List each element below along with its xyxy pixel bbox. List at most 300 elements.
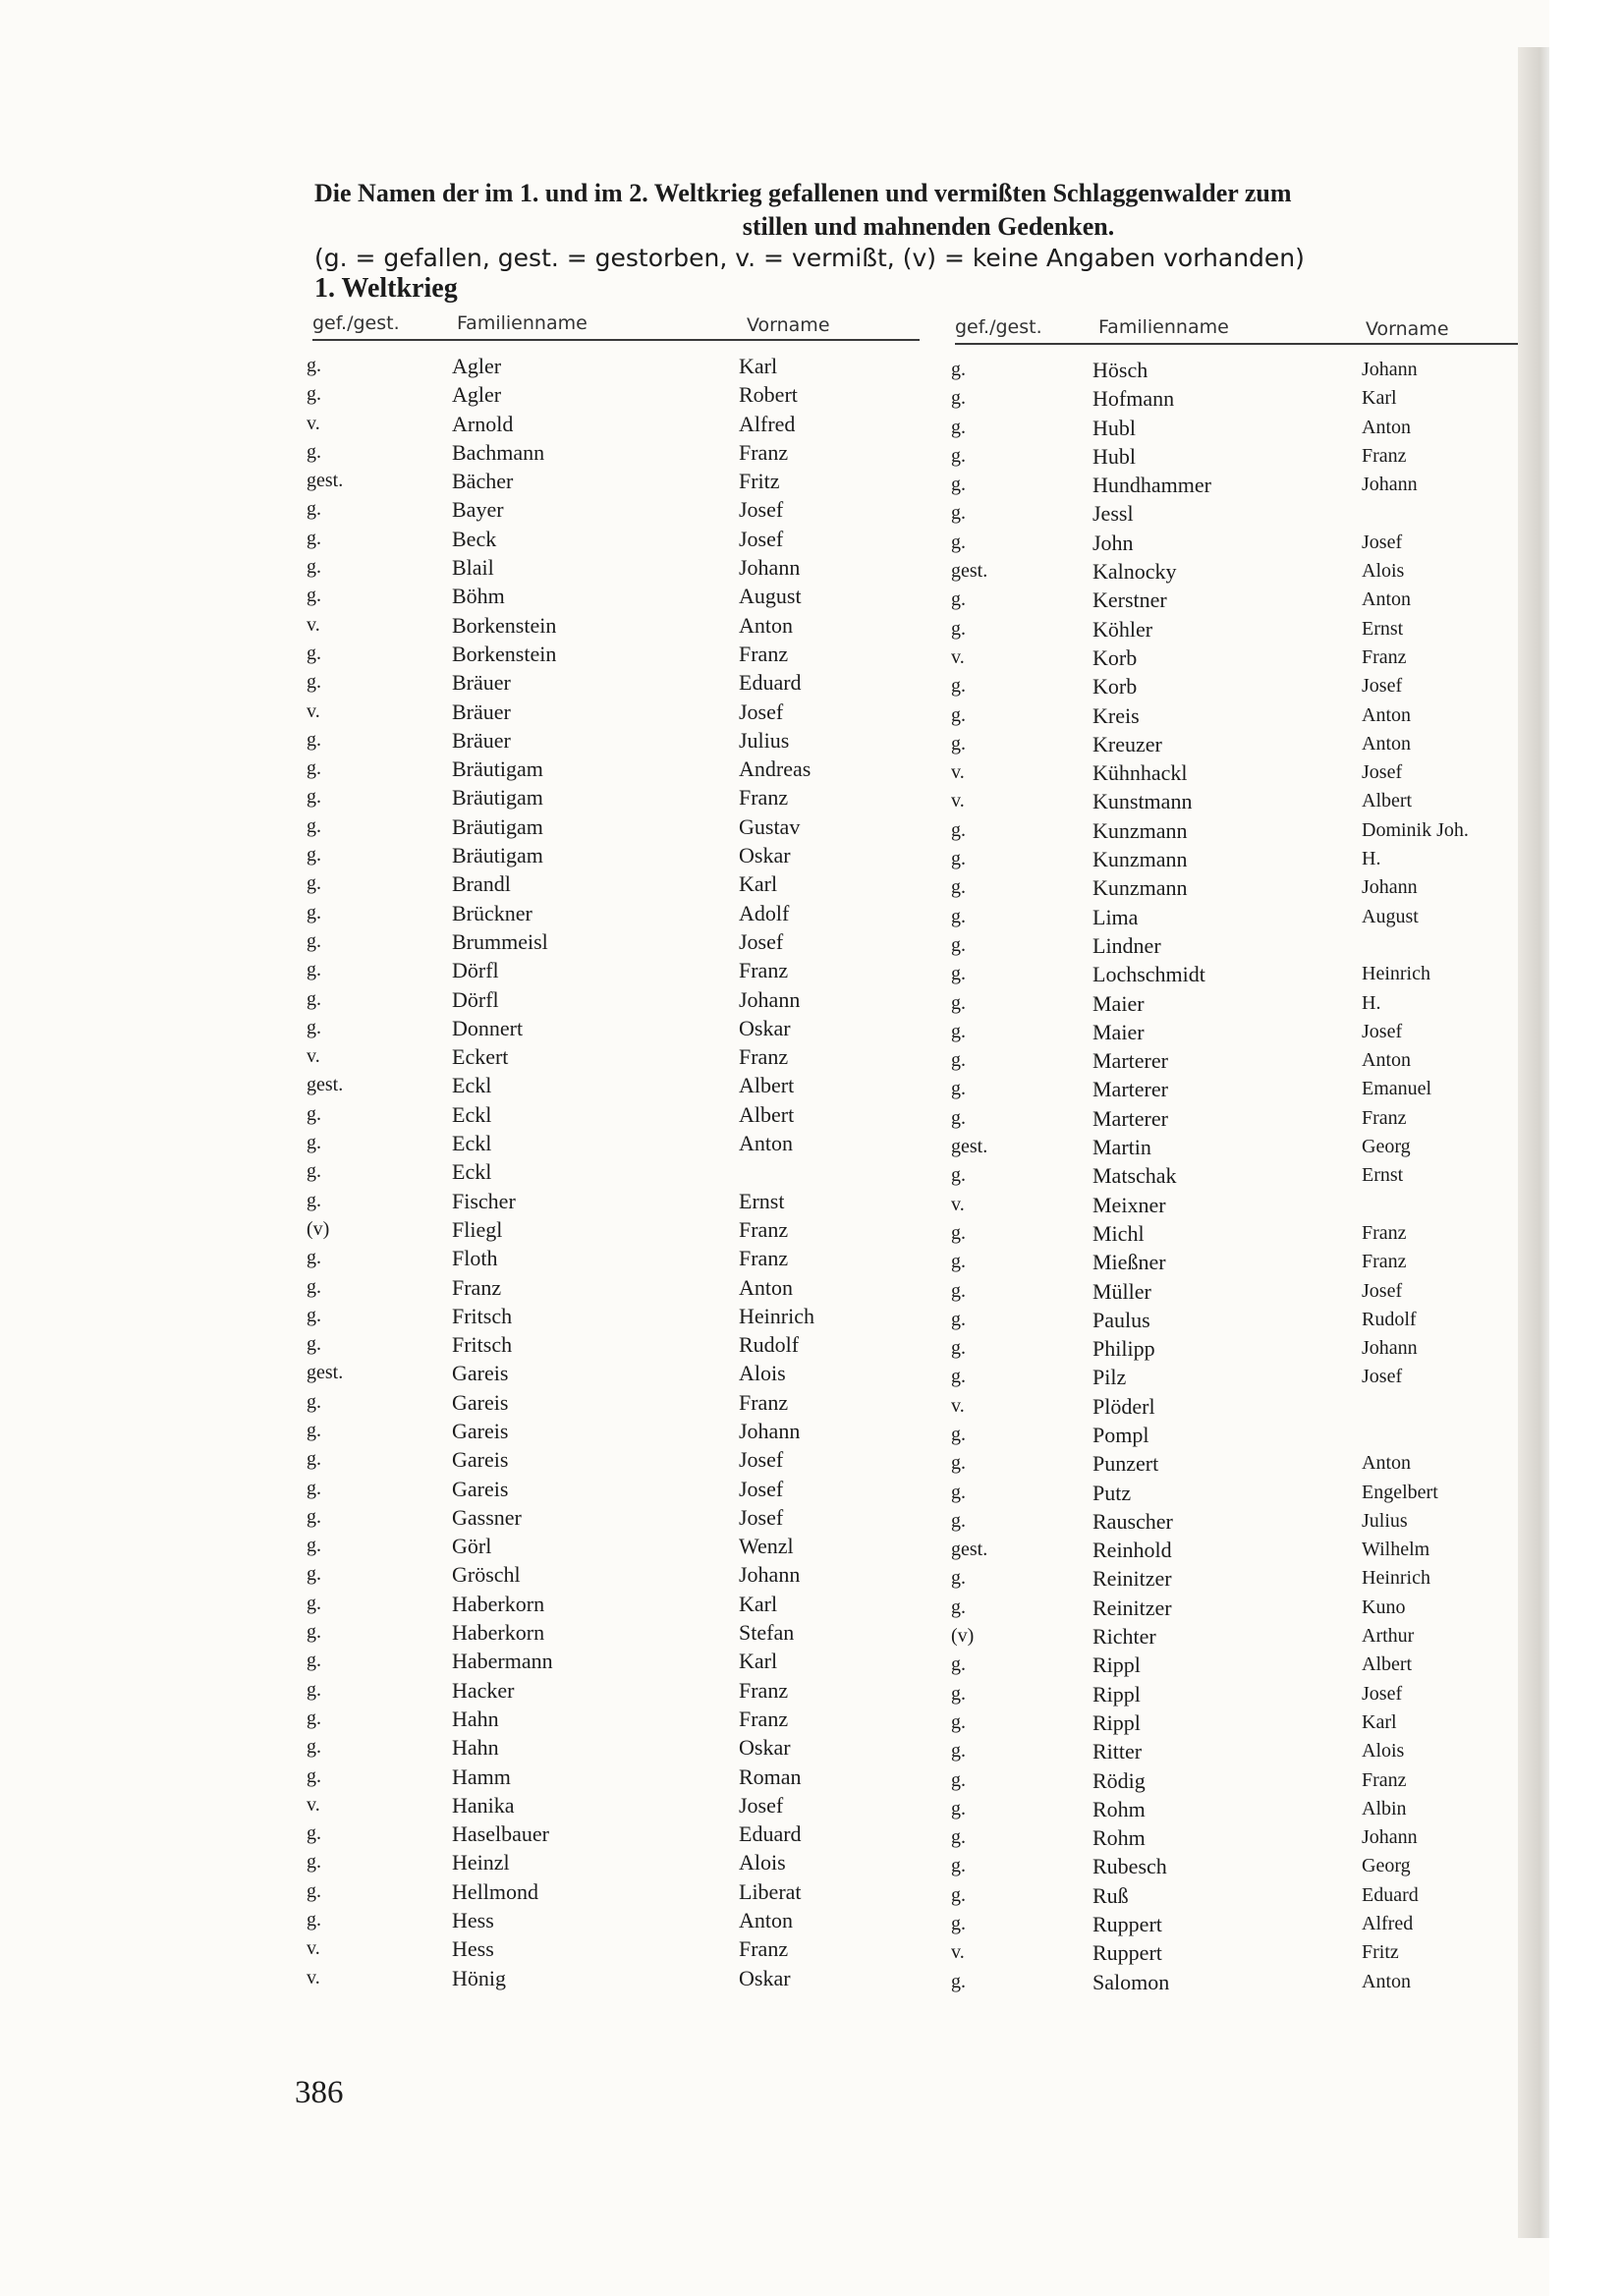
firstname-cell: Josef <box>739 497 784 523</box>
header-surname: Familienname <box>457 312 588 334</box>
firstname-cell: August <box>739 584 802 609</box>
status-cell: g. <box>951 359 966 380</box>
status-cell: g. <box>307 1333 321 1356</box>
surname-cell: Gröschl <box>452 1562 521 1588</box>
surname-cell: Böhm <box>452 584 505 609</box>
status-cell: g. <box>951 1366 966 1388</box>
surname-cell: Hösch <box>1092 358 1148 382</box>
surname-cell: Rödig <box>1092 1767 1146 1793</box>
status-cell: g. <box>951 1509 966 1532</box>
firstname-cell: Johann <box>1362 474 1418 496</box>
surname-cell: Gareis <box>452 1389 509 1415</box>
firstname-cell: Ernst <box>1362 617 1404 640</box>
status-cell: g. <box>951 1452 966 1475</box>
surname-cell: Hacker <box>452 1677 515 1703</box>
firstname-cell: Franz <box>1362 1106 1407 1129</box>
firstname-cell: Liberat <box>739 1878 802 1904</box>
firstname-cell: Franz <box>739 641 789 666</box>
firstname-cell: Franz <box>1362 444 1407 467</box>
status-cell: g. <box>951 1567 966 1590</box>
surname-cell: Rohm <box>1092 1796 1146 1821</box>
firstname-cell: Josef <box>739 1504 784 1530</box>
firstname-cell: Franz <box>739 1389 789 1415</box>
surname-cell: Marterer <box>1092 1048 1168 1074</box>
surname-cell: Franz <box>452 1274 502 1300</box>
surname-cell: John <box>1092 530 1134 555</box>
firstname-cell: Anton <box>1362 416 1411 438</box>
status-cell: v. <box>951 645 965 668</box>
surname-cell: Salomon <box>1092 1969 1170 1994</box>
firstname-cell: Wilhelm <box>1362 1539 1430 1561</box>
firstname-cell: Engelbert <box>1362 1481 1438 1503</box>
status-cell: g. <box>307 1736 321 1759</box>
surname-cell: Bräuer <box>452 670 511 696</box>
surname-cell: Brückner <box>452 900 532 925</box>
surname-cell: Putz <box>1092 1480 1132 1505</box>
status-cell: g. <box>307 814 321 837</box>
firstname-cell: Albin <box>1362 1797 1407 1820</box>
page-title <box>314 177 1542 244</box>
status-cell: g. <box>951 531 966 553</box>
surname-cell: Hamm <box>452 1764 511 1789</box>
surname-cell: Lindner <box>1092 932 1161 958</box>
surname-cell: Müller <box>1092 1278 1151 1304</box>
surname-cell: Gassner <box>452 1504 522 1530</box>
status-cell: g. <box>951 675 966 698</box>
header-status: gef./gest. <box>955 316 1042 338</box>
surname-cell: Brummeisl <box>452 928 548 954</box>
status-cell: g. <box>307 1390 321 1413</box>
surname-cell: Bräutigam <box>452 813 543 839</box>
firstname-cell: Franz <box>739 785 789 811</box>
surname-cell: Bayer <box>452 497 504 523</box>
status-cell: gest. <box>951 560 988 583</box>
firstname-cell: Ernst <box>1362 1164 1404 1187</box>
header-status: gef./gest. <box>312 312 400 334</box>
firstname-cell: Eduard <box>739 670 802 696</box>
firstname-cell: Albert <box>1362 790 1413 812</box>
surname-cell: Borkenstein <box>452 612 557 638</box>
firstname-cell: Karl <box>1362 1710 1397 1733</box>
firstname-cell: Anton <box>1362 588 1411 611</box>
surname-cell: Hahn <box>452 1706 499 1731</box>
page-shadow <box>1518 47 1549 2238</box>
abbreviation-legend: (g. = gefallen, gest. = gestorben, v. = vermißt, (v) = keine Angaben vorhanden) <box>314 244 1305 272</box>
firstname-cell: Anton <box>1362 1049 1411 1072</box>
firstname-cell: Josef <box>739 1447 784 1473</box>
status-cell: g. <box>307 1650 321 1672</box>
status-cell: g. <box>951 416 966 438</box>
status-cell: g. <box>307 929 321 952</box>
surname-cell: Lochschmidt <box>1092 962 1205 987</box>
firstname-cell: Franz <box>739 1246 789 1271</box>
status-cell: v. <box>307 412 320 434</box>
status-cell: g. <box>307 1132 321 1154</box>
firstname-cell: Anton <box>739 1131 793 1156</box>
surname-cell: Meixner <box>1092 1192 1166 1217</box>
status-cell: gest. <box>307 1074 344 1096</box>
surname-cell: Reinitzer <box>1092 1595 1172 1620</box>
surname-cell: Bräuer <box>452 727 511 753</box>
firstname-cell: Oskar <box>739 1015 791 1040</box>
status-cell: g. <box>307 1764 321 1787</box>
status-cell: g. <box>307 757 321 780</box>
surname-cell: Haselbauer <box>452 1821 549 1847</box>
status-cell: g. <box>307 1160 321 1183</box>
header-firstname: Vorname <box>747 314 830 336</box>
header-firstname: Vorname <box>1366 318 1449 340</box>
surname-cell: Eckert <box>452 1044 509 1070</box>
surname-cell: Eckl <box>452 1131 492 1156</box>
status-cell: g. <box>951 387 966 410</box>
firstname-cell: Oskar <box>739 843 791 868</box>
firstname-cell: Albert <box>739 1073 795 1098</box>
status-cell: g. <box>307 556 321 579</box>
firstname-cell: Alois <box>739 1361 786 1386</box>
firstname-cell: Heinrich <box>739 1303 814 1328</box>
status-cell: g. <box>307 1102 321 1125</box>
firstname-cell: Stefan <box>739 1620 795 1646</box>
status-cell: g. <box>951 1279 966 1302</box>
status-cell: g. <box>951 588 966 611</box>
firstname-cell: Kuno <box>1362 1596 1406 1618</box>
firstname-cell: August <box>1362 905 1419 927</box>
status-cell: v. <box>951 1394 965 1417</box>
status-cell: g. <box>951 1855 966 1877</box>
surname-cell: Kunzmann <box>1092 847 1188 872</box>
status-cell: g. <box>951 1221 966 1244</box>
firstname-cell: Heinrich <box>1362 963 1430 985</box>
status-cell: g. <box>307 1448 321 1471</box>
firstname-cell: Andreas <box>739 756 812 782</box>
firstname-cell: Franz <box>1362 645 1407 668</box>
status-cell: v. <box>951 790 965 812</box>
firstname-cell: Josef <box>739 526 784 551</box>
status-cell: g. <box>951 1740 966 1763</box>
status-cell: g. <box>951 1710 966 1733</box>
surname-cell: Dörfl <box>452 986 499 1012</box>
firstname-cell: Johann <box>739 986 801 1012</box>
firstname-cell: Wenzl <box>739 1534 794 1559</box>
surname-cell: Eckl <box>452 1159 492 1185</box>
firstname-cell: Johann <box>739 1562 801 1588</box>
firstname-cell: Robert <box>739 382 798 408</box>
firstname-cell: Karl <box>739 354 778 378</box>
surname-cell: Hellmond <box>452 1878 538 1904</box>
surname-cell: Rauscher <box>1092 1508 1173 1534</box>
status-cell: g. <box>951 703 966 726</box>
status-cell: g. <box>307 355 321 376</box>
status-cell: g. <box>307 383 321 406</box>
status-cell: v. <box>307 613 320 636</box>
firstname-cell: Josef <box>1362 1020 1403 1042</box>
firstname-cell: Heinrich <box>1362 1567 1430 1590</box>
firstname-cell: Anton <box>1362 732 1411 755</box>
status-cell: g. <box>307 728 321 751</box>
firstname-cell: Oskar <box>739 1965 791 1990</box>
firstname-cell: Fritz <box>739 469 780 494</box>
surname-cell: Köhler <box>1092 616 1153 642</box>
firstname-cell: Josef <box>1362 531 1403 553</box>
surname-cell: Kreis <box>1092 702 1140 728</box>
status-cell: g. <box>307 1419 321 1441</box>
surname-cell: Rubesch <box>1092 1854 1167 1879</box>
surname-cell: Haberkorn <box>452 1591 545 1616</box>
firstname-cell: Josef <box>1362 1279 1403 1302</box>
firstname-cell: Josef <box>739 699 784 724</box>
firstname-cell: Roman <box>739 1764 802 1789</box>
surname-cell: Rohm <box>1092 1825 1146 1851</box>
status-cell: g. <box>951 1049 966 1072</box>
status-cell: g. <box>951 1078 966 1100</box>
surname-cell: Hess <box>452 1936 494 1962</box>
surname-cell: Arnold <box>452 411 514 436</box>
firstname-cell: Dominik Joh. <box>1362 818 1469 841</box>
surname-cell: Matschak <box>1092 1163 1177 1189</box>
firstname-cell: H. <box>1362 848 1381 870</box>
firstname-cell: Georg <box>1362 1136 1411 1158</box>
surname-cell: Hönig <box>452 1965 506 1990</box>
status-cell: g. <box>951 963 966 985</box>
surname-cell: Hundhammer <box>1092 473 1211 498</box>
status-cell: g. <box>307 1275 321 1298</box>
surname-cell: Philipp <box>1092 1336 1155 1362</box>
status-cell: g. <box>951 732 966 755</box>
surname-cell: Pompl <box>1092 1422 1149 1447</box>
firstname-cell: Alois <box>1362 1740 1405 1763</box>
surname-cell: Lima <box>1092 904 1139 929</box>
firstname-cell: Franz <box>739 1936 789 1962</box>
firstname-cell: Julius <box>739 727 790 753</box>
firstname-cell: Johann <box>1362 1826 1418 1849</box>
surname-cell: Reinitzer <box>1092 1566 1172 1592</box>
surname-cell: Gareis <box>452 1447 509 1473</box>
status-cell: gest. <box>951 1539 988 1561</box>
status-cell: g. <box>951 933 966 956</box>
firstname-cell: Johann <box>1362 359 1418 380</box>
status-cell: g. <box>307 987 321 1010</box>
status-cell: g. <box>307 671 321 694</box>
surname-cell: Ruß <box>1092 1882 1129 1908</box>
firstname-cell: Fritz <box>1362 1941 1399 1964</box>
firstname-cell: Anton <box>739 612 793 638</box>
status-cell: g. <box>307 642 321 664</box>
surname-cell: Fritsch <box>452 1303 513 1328</box>
surname-cell: Rippl <box>1092 1681 1141 1707</box>
surname-cell: Hubl <box>1092 415 1136 440</box>
firstname-cell: Josef <box>1362 675 1403 698</box>
surname-cell: Hanika <box>452 1792 515 1818</box>
surname-cell: Michl <box>1092 1220 1145 1246</box>
firstname-cell: Franz <box>1362 1221 1407 1244</box>
surname-cell: Richter <box>1092 1624 1156 1650</box>
status-cell: g. <box>951 1020 966 1042</box>
surname-cell: Görl <box>452 1534 492 1559</box>
status-cell: g. <box>951 876 966 899</box>
status-cell: g. <box>951 1826 966 1849</box>
status-cell: gest. <box>307 1362 344 1384</box>
status-cell: v. <box>951 1941 965 1964</box>
firstname-cell: Albert <box>1362 1653 1413 1676</box>
status-cell: g. <box>307 1592 321 1614</box>
status-cell: g. <box>307 585 321 607</box>
status-cell: g. <box>307 786 321 809</box>
firstname-cell: Alois <box>1362 560 1405 583</box>
status-cell: g. <box>951 1682 966 1705</box>
status-cell: g. <box>951 444 966 467</box>
surname-cell: Bräutigam <box>452 785 543 811</box>
surname-cell: Martin <box>1092 1135 1151 1160</box>
status-cell: v. <box>951 761 965 784</box>
status-cell: g. <box>951 905 966 927</box>
surname-cell: Kunzmann <box>1092 817 1188 843</box>
surname-cell: Beck <box>452 526 497 551</box>
firstname-cell: Karl <box>739 1649 778 1674</box>
status-cell: g. <box>951 1653 966 1676</box>
firstname-cell: Adolf <box>739 900 790 925</box>
status-cell: g. <box>307 1535 321 1557</box>
status-cell: g. <box>307 1822 321 1845</box>
status-cell: v. <box>307 700 320 722</box>
title-line-2: stillen und mahnenden Gedenken. <box>742 212 1115 241</box>
firstname-cell: Josef <box>1362 1366 1403 1388</box>
firstname-cell: Josef <box>739 1476 784 1501</box>
firstname-cell: Johann <box>1362 876 1418 899</box>
status-cell: g. <box>307 872 321 895</box>
status-cell: g. <box>307 1304 321 1326</box>
status-cell: g. <box>307 1189 321 1211</box>
status-cell: g. <box>307 901 321 924</box>
firstname-cell: Emanuel <box>1362 1078 1432 1100</box>
surname-cell: Agler <box>452 354 502 378</box>
firstname-cell: Oskar <box>739 1735 791 1761</box>
firstname-cell: Georg <box>1362 1855 1411 1877</box>
surname-cell: Rippl <box>1092 1652 1141 1678</box>
surname-cell: Bräutigam <box>452 756 543 782</box>
surname-cell: Fischer <box>452 1188 516 1213</box>
status-cell: v. <box>307 1966 320 1988</box>
firstname-cell: Rudolf <box>739 1332 800 1358</box>
firstname-cell: Franz <box>739 439 789 465</box>
surname-cell: Donnert <box>452 1015 524 1040</box>
status-cell: gest. <box>951 1136 988 1158</box>
firstname-cell: Gustav <box>739 813 801 839</box>
surname-cell: Ritter <box>1092 1739 1143 1764</box>
surname-cell: Punzert <box>1092 1451 1159 1477</box>
surname-cell: Fliegl <box>452 1216 503 1242</box>
surname-cell: Paulus <box>1092 1307 1150 1332</box>
status-cell: g. <box>951 1164 966 1187</box>
surname-cell: Habermann <box>452 1649 553 1674</box>
surname-cell: Hubl <box>1092 443 1136 469</box>
surname-cell: Kühnhackl <box>1092 760 1188 786</box>
status-cell: g. <box>307 1879 321 1902</box>
status-cell: g. <box>951 991 966 1014</box>
firstname-cell: Franz <box>739 1677 789 1703</box>
firstname-cell: Johann <box>739 1418 801 1443</box>
status-cell: g. <box>307 1563 321 1586</box>
status-cell: v. <box>307 1793 320 1816</box>
surname-cell: Hess <box>452 1908 494 1933</box>
status-cell: v. <box>307 1045 320 1068</box>
surname-cell: Brandl <box>452 871 511 897</box>
status-cell: (v) <box>951 1625 975 1648</box>
firstname-cell: Johann <box>1362 1337 1418 1360</box>
status-cell: g. <box>307 1477 321 1499</box>
firstname-cell: Alois <box>739 1850 786 1876</box>
firstname-cell: Anton <box>739 1274 793 1300</box>
surname-cell: Mießner <box>1092 1250 1166 1275</box>
status-cell: g. <box>307 959 321 981</box>
surname-cell: Blail <box>452 555 494 581</box>
surname-cell: Gareis <box>452 1361 509 1386</box>
firstname-cell: Anton <box>1362 1452 1411 1475</box>
firstname-cell: Josef <box>1362 761 1403 784</box>
status-cell: g. <box>307 527 321 549</box>
status-cell: g. <box>951 1251 966 1273</box>
surname-cell: Gareis <box>452 1418 509 1443</box>
surname-cell: Reinhold <box>1092 1538 1172 1563</box>
header-rule <box>312 339 920 341</box>
page-number: 386 <box>295 2075 344 2110</box>
status-cell: g. <box>307 1505 321 1528</box>
section-heading: 1. Weltkrieg <box>314 273 458 304</box>
surname-cell: Korb <box>1092 644 1138 670</box>
status-cell: g. <box>951 1797 966 1820</box>
surname-cell: Eckl <box>452 1073 492 1098</box>
title-line-1: Die Namen der im 1. und im 2. Weltkrieg gefallenen und vermißten Schlaggenwalder zum <box>314 179 1292 207</box>
status-cell: g. <box>951 502 966 525</box>
firstname-cell: Johann <box>739 555 801 581</box>
surname-cell: Bräuer <box>452 699 511 724</box>
header-surname: Familienname <box>1098 316 1229 338</box>
surname-cell: Hahn <box>452 1735 499 1761</box>
status-cell: g. <box>951 1481 966 1503</box>
surname-cell: Rippl <box>1092 1709 1141 1735</box>
surname-cell: Bachmann <box>452 439 545 465</box>
firstname-cell: Rudolf <box>1362 1308 1417 1330</box>
firstname-cell: Alfred <box>1362 1913 1414 1935</box>
surname-cell: Jessl <box>1092 501 1134 527</box>
surname-cell: Marterer <box>1092 1077 1168 1102</box>
status-cell: g. <box>951 1308 966 1330</box>
surname-cell: Plöderl <box>1092 1393 1155 1419</box>
firstname-cell: Anton <box>1362 1970 1411 1992</box>
status-cell: g. <box>307 1678 321 1701</box>
firstname-cell: Eduard <box>1362 1883 1419 1906</box>
status-cell: g. <box>951 1913 966 1935</box>
firstname-cell: Anton <box>739 1908 793 1933</box>
surname-cell: Kunzmann <box>1092 875 1188 901</box>
surname-cell: Ruppert <box>1092 1912 1162 1937</box>
surname-cell: Agler <box>452 382 502 408</box>
status-cell: (v) <box>307 1217 330 1240</box>
firstname-cell: Karl <box>739 871 778 897</box>
status-cell: g. <box>307 1621 321 1644</box>
surname-cell: Maier <box>1092 990 1145 1016</box>
firstname-cell: Alfred <box>739 411 796 436</box>
firstname-cell: H. <box>1362 991 1381 1014</box>
status-cell: g. <box>951 1337 966 1360</box>
status-cell: g. <box>307 498 321 521</box>
firstname-cell: Albert <box>739 1101 795 1127</box>
firstname-cell: Josef <box>1362 1682 1403 1705</box>
firstname-cell: Josef <box>739 928 784 954</box>
status-cell: g. <box>307 440 321 463</box>
surname-cell: Fritsch <box>452 1332 513 1358</box>
surname-cell: Dörfl <box>452 958 499 983</box>
status-cell: g. <box>307 1707 321 1729</box>
